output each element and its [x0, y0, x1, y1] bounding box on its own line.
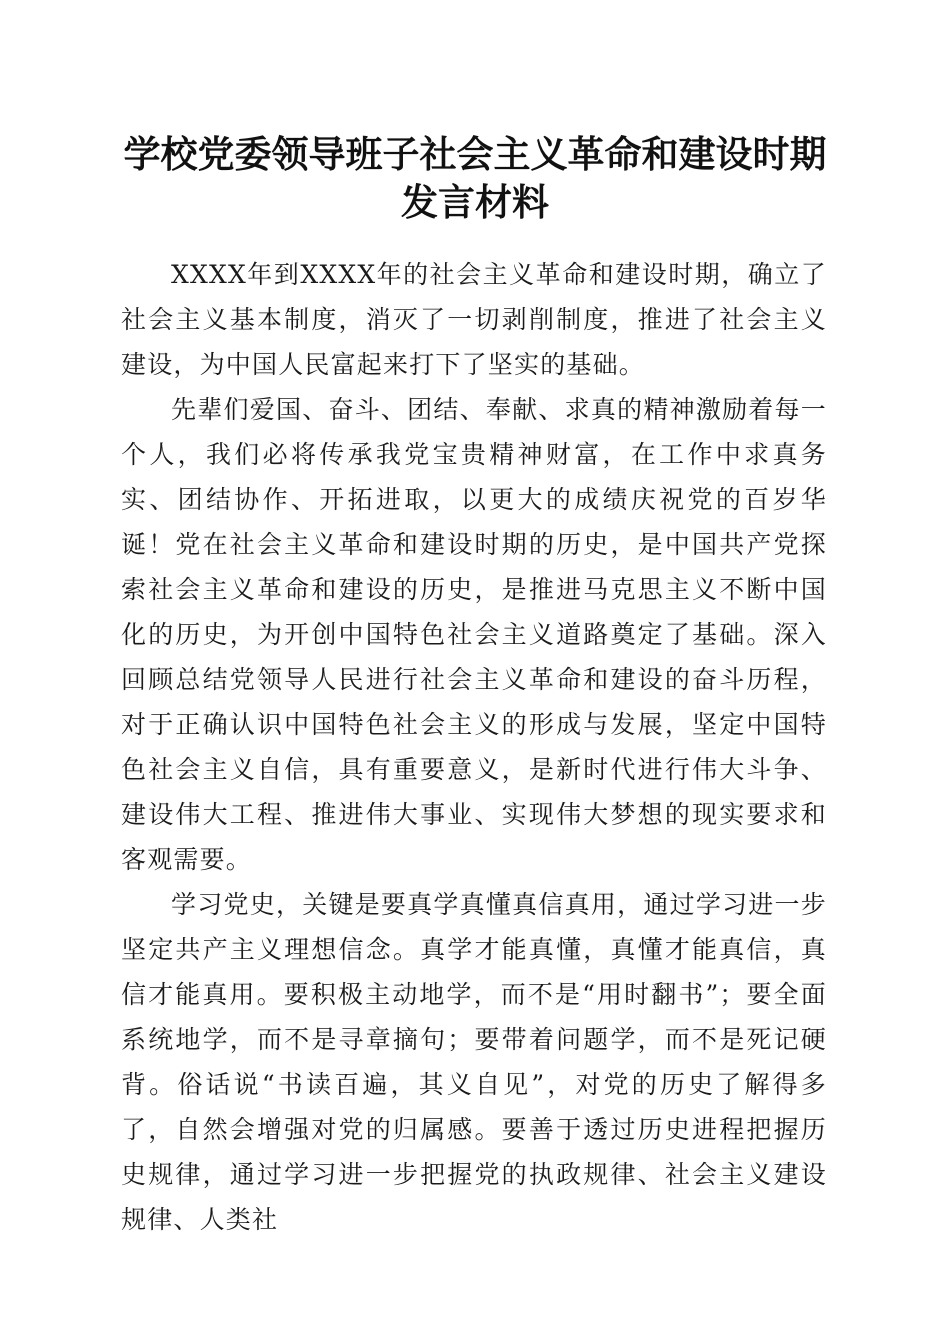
document-body — [121, 252, 827, 1242]
document-title: 学校党委领导班子社会主义革命和建设时期发言材料 — [123, 132, 827, 224]
paragraph-3: 学习党史，关键是要真学真懂真信真用，通过学习进一步坚定共产主义理想信念。真学才能真懂，真懂才能真信，真信才能真用。要积极主动地学，而不是“用时翻书”；要全面系统地学，而不是寻章摘句；要带着问题学，而不是死记硬背。俗话说“书读百遍，其义自见”，对党的历史了解得多了，自然会增强对党的归属感。要善于透过历史进程把握历史规律，通过学习进一步把握党的执政规律、社会主义建设规律、人类社 — [121, 890, 827, 1234]
paragraph-2: 先辈们爱国、奋斗、团结、奉献、求真的精神激励着每一个人，我们必将传承我党宝贵精神财富，在工作中求真务实、团结协作、开拓进取，以更大的成绩庆祝党的百岁华诞！党在社会主义革命和建设时期的历史，是中国共产党探索社会主义革命和建设的历史，是推进马克思主义不断中国化的历史，为开创中国特色社会主义道路奠定了基础。深入回顾总结党领导人民进行社会主义革命和建设的奋斗历程，对于正确认识中国特色社会主义的形成与发展，坚定中国特色社会主义自信，具有重要意义，是新时代进行伟大斗争、建设伟大工程、推进伟大事业、实现伟大梦想的现实要求和客观需要。 — [121, 395, 827, 874]
paragraph-1: XXXX年到XXXX年的社会主义革命和建设时期，确立了社会主义基本制度，消灭了一切剥削制度，推进了社会主义建设，为中国人民富起来打下了坚实的基础。 — [121, 260, 827, 379]
